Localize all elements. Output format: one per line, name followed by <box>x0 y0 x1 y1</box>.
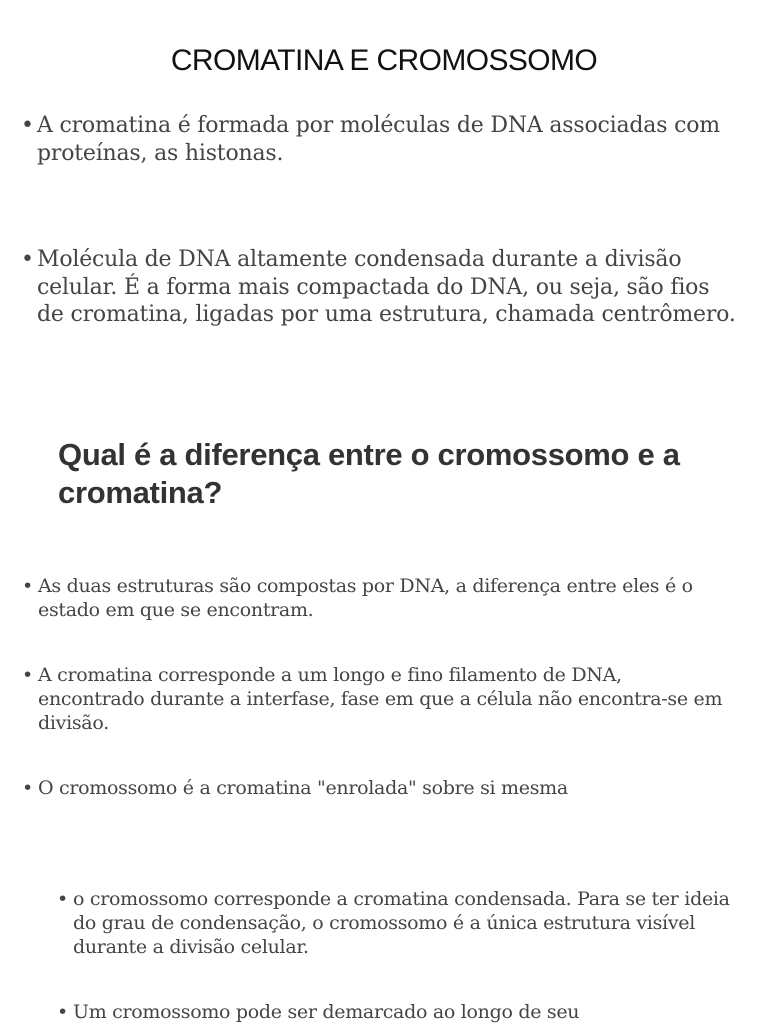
list-item-text: A cromatina corresponde a um longo e fino filamento de DNA, encontrado durante a interfase, fase em que a célula não encontra-se em divisão. <box>38 664 723 734</box>
bullet-icon: • <box>21 247 34 272</box>
list-item <box>22 574 728 622</box>
bullet-icon: • <box>22 664 33 686</box>
section-heading: Qual é a diferença entre o cromossomo e a cromatina? <box>58 437 680 510</box>
list-item <box>22 663 728 735</box>
list-item <box>21 246 737 329</box>
list-item <box>57 887 733 959</box>
list-item <box>57 1000 733 1024</box>
list-item-text: O cromossomo é a cromatina "enrolada" sobre si mesma <box>38 777 568 799</box>
list-item-text: As duas estruturas são compostas por DNA, a diferença entre eles é o estado em que se encontram. <box>38 575 693 621</box>
bullet-icon: • <box>22 777 33 799</box>
bullet-icon: • <box>57 888 68 910</box>
list-item <box>22 776 728 800</box>
list-item-text: Um cromossomo pode ser demarcado ao longo de seu <box>73 1001 580 1023</box>
bullet-icon: • <box>57 1001 68 1023</box>
slide-title: CROMATINA E CROMOSSOMO <box>170 44 598 77</box>
bullet-icon: • <box>22 575 33 597</box>
bullet-icon: • <box>21 113 34 138</box>
list-item-text: o cromossomo corresponde a cromatina condensada. Para se ter ideia do grau de condensação, o cromossomo é a única estrutura visível durante a divisão celular. <box>73 888 730 958</box>
list-item-text: A cromatina é formada por moléculas de DNA associadas com proteínas, as histonas. <box>37 113 720 166</box>
list-item <box>21 112 752 167</box>
list-item-text: Molécula de DNA altamente condensada durante a divisão celular. É a forma mais compactada do DNA, ou seja, são fios de cromatina, ligadas por uma estrutura, chamada centrômero. <box>37 247 736 327</box>
